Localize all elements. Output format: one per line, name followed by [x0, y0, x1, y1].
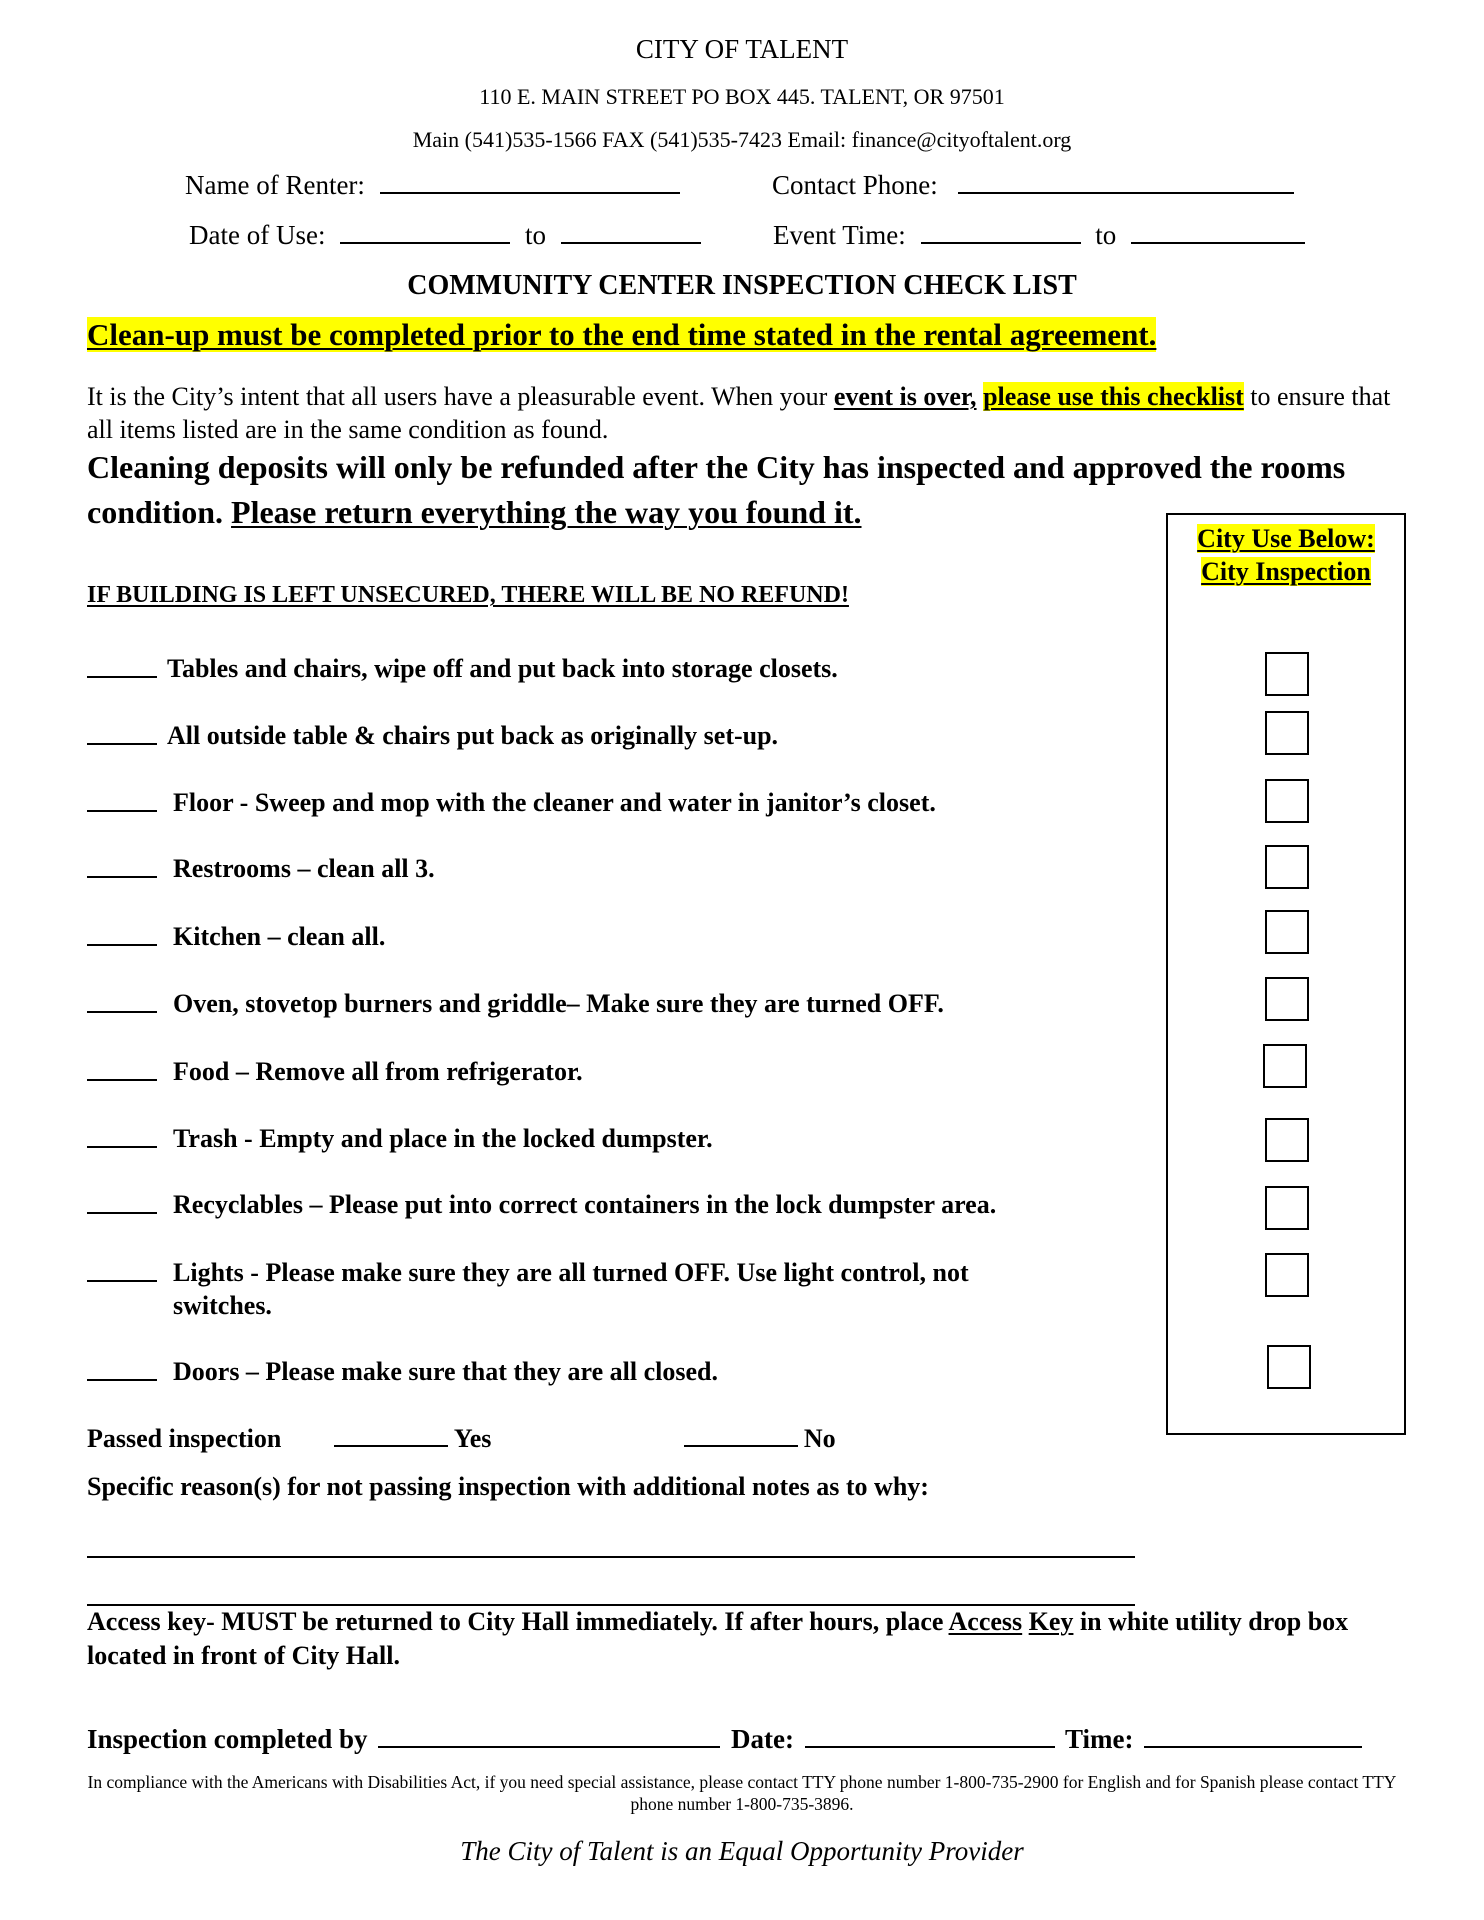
renter-initial-blank[interactable] [87, 852, 157, 886]
renter-initial-blank[interactable] [87, 987, 157, 1021]
passed-yes-blank[interactable] [334, 1421, 448, 1447]
org-contact: Main (541)535-1566 FAX (541)535-7423 Email: finance@cityoftalent.org [412, 127, 1072, 152]
checklist-item-text: Restrooms – clean all 3. [173, 854, 435, 883]
phone-label: Contact Phone: [772, 170, 938, 200]
checklist-item [87, 920, 1073, 954]
renter-initial-blank[interactable] [87, 920, 157, 954]
city-inspection-checkbox[interactable] [1267, 1345, 1311, 1389]
completion-date-label: Date: [731, 1724, 794, 1754]
checklist-item [87, 719, 1067, 753]
city-inspection-checkbox[interactable] [1265, 910, 1309, 954]
time-to-label: to [1095, 220, 1117, 250]
deposit-return-text: Please return everything the way you found it. [231, 494, 862, 530]
completion-time-input[interactable] [1144, 1722, 1362, 1748]
renter-initial-blank[interactable] [87, 652, 157, 686]
passed-no-label: No [803, 1424, 836, 1453]
access-key-access-word: Access [948, 1607, 1023, 1636]
reasons-line-1[interactable] [87, 1556, 1135, 1558]
checklist-item [87, 1355, 1073, 1389]
renter-initial-blank[interactable] [87, 786, 157, 820]
completion-row [87, 1722, 1362, 1755]
checklist-item [87, 652, 1067, 686]
cleanup-notice [87, 316, 1156, 354]
time-to-input[interactable] [1131, 218, 1305, 244]
checklist-item [87, 1256, 1073, 1322]
intro-text-1: It is the City’s intent that all users have a pleasurable event. When your [87, 382, 834, 411]
city-inspection-checkbox[interactable] [1265, 977, 1309, 1021]
renter-field-group [185, 168, 680, 201]
checklist-item-text: All outside table & chairs put back as originally set-up. [167, 721, 779, 750]
completion-date-input[interactable] [805, 1722, 1055, 1748]
checklist-item-text: Kitchen – clean all. [173, 922, 386, 951]
renter-initial-blank[interactable] [87, 1355, 157, 1389]
checklist-item-text: Tables and chairs, wipe off and put back into storage closets. [167, 654, 838, 683]
checklist-item-text: Recyclables – Please put into correct containers in the lock dumpster area. [173, 1190, 997, 1219]
city-inspection-checkbox[interactable] [1265, 652, 1309, 696]
checklist-item [87, 1055, 1073, 1089]
renter-initial-blank[interactable] [87, 1055, 157, 1089]
org-name: CITY OF TALENT [635, 34, 849, 64]
intro-paragraph [87, 380, 1407, 446]
passed-inspection-row [87, 1421, 836, 1454]
checklist-item [87, 1188, 1173, 1222]
deposit-notice-text: Cleaning deposits will only be refunded after the City has inspected and approved the rooms condition. [87, 449, 1346, 530]
city-use-below-label: City Use Below: [1197, 524, 1375, 553]
passed-no-blank[interactable] [684, 1421, 798, 1447]
city-inspection-checkbox[interactable] [1265, 1118, 1309, 1162]
renter-initial-blank[interactable] [87, 1256, 157, 1322]
equal-opportunity-statement: The City of Talent is an Equal Opportunity Provider [460, 1836, 1024, 1866]
date-label: Date of Use: [189, 220, 326, 250]
passed-inspection-label: Passed inspection [87, 1424, 282, 1453]
unsecured-warning: IF BUILDING IS LEFT UNSECURED, THERE WILL BE NO REFUND! [87, 582, 849, 608]
city-inspection-checkbox[interactable] [1265, 779, 1309, 823]
passed-yes-label: Yes [453, 1424, 492, 1453]
date-field-group [189, 218, 701, 251]
access-key-text-2: in white utility drop box located in front of City Hall. [87, 1607, 1349, 1670]
checklist-item-text: Oven, stovetop burners and griddle– Make sure they are turned OFF. [173, 989, 944, 1018]
cleanup-notice-text: Clean-up must be completed prior to the end time stated in the rental agreement. [87, 317, 1157, 352]
checklist-item-text: Floor - Sweep and mop with the cleaner and water in janitor’s closet. [173, 788, 936, 817]
checklist-item-text: Trash - Empty and place in the locked dumpster. [173, 1124, 713, 1153]
checklist-item [87, 1122, 1073, 1156]
checklist-item-text: Lights - Please make sure they are all turned OFF. Use light control, not switches. [173, 1258, 969, 1320]
checklist-item [87, 987, 1173, 1021]
event-time-field-group [773, 218, 1305, 251]
date-to-label: to [524, 220, 546, 250]
renter-initial-blank[interactable] [87, 719, 157, 753]
date-from-input[interactable] [340, 218, 510, 244]
intro-use-checklist: please use this checklist [983, 382, 1244, 411]
ada-notice: In compliance with the Americans with Disabilities Act, if you need special assistance, please contact TTY phone number 1-800-735-2900 for English and for Spanish please contact TTY phone number 1-800-735-3896. [87, 1772, 1397, 1814]
city-inspection-checkbox[interactable] [1265, 1186, 1309, 1230]
time-from-input[interactable] [921, 218, 1081, 244]
renter-label: Name of Renter: [185, 170, 365, 200]
completed-by-input[interactable] [378, 1722, 720, 1748]
access-key-key-word: Key [1028, 1607, 1074, 1636]
deposit-notice [87, 445, 1347, 535]
completion-time-label: Time: [1065, 1724, 1134, 1754]
org-address: 110 E. MAIN STREET PO BOX 445. TALENT, OR 97501 [479, 84, 1005, 109]
event-time-label: Event Time: [773, 220, 906, 250]
phone-input[interactable] [958, 168, 1294, 194]
renter-initial-blank[interactable] [87, 1122, 157, 1156]
city-inspection-checkbox[interactable] [1265, 845, 1309, 889]
checklist-item-text: Food – Remove all from refrigerator. [173, 1057, 583, 1086]
reasons-label: Specific reason(s) for not passing inspection with additional notes as to why: [87, 1472, 929, 1501]
intro-text-2: to ensure that all items listed are in the same condition as found. [87, 382, 1391, 444]
city-inspection-checkbox[interactable] [1265, 711, 1309, 755]
renter-input[interactable] [380, 168, 680, 194]
city-inspection-checkbox[interactable] [1265, 1253, 1309, 1297]
completed-by-label: Inspection completed by [87, 1724, 368, 1754]
city-use-heading [1166, 522, 1406, 588]
checklist-item [87, 852, 1073, 886]
intro-event-over: event is over, [833, 382, 977, 411]
access-key-notice [87, 1605, 1407, 1673]
city-inspection-label: City Inspection [1201, 557, 1371, 586]
date-to-input[interactable] [561, 218, 701, 244]
page-title: COMMUNITY CENTER INSPECTION CHECK LIST [407, 270, 1077, 301]
renter-initial-blank[interactable] [87, 1188, 157, 1222]
phone-field-group [772, 168, 1294, 201]
city-inspection-checkbox[interactable] [1263, 1044, 1307, 1088]
checklist-item-text: Doors – Please make sure that they are all closed. [173, 1357, 718, 1386]
checklist-item [87, 786, 1073, 820]
access-key-text-1: Access key- MUST be returned to City Hall immediately. If after hours, place [87, 1607, 949, 1636]
